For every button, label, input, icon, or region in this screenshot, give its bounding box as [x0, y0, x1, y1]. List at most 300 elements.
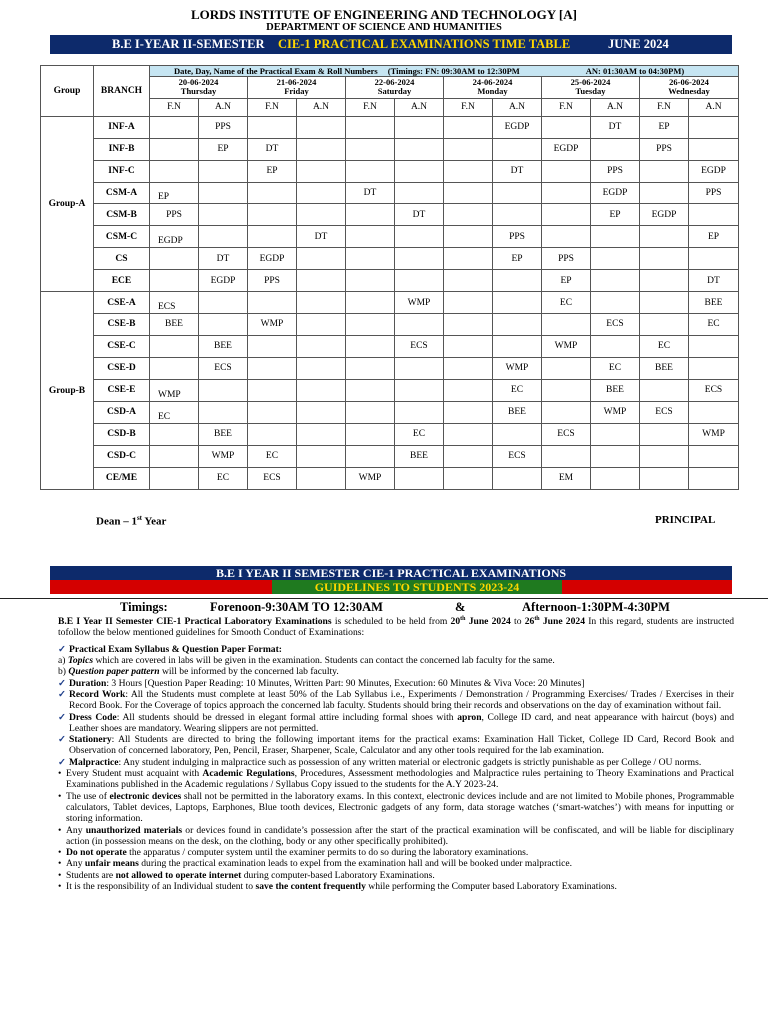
dean-year: Year [142, 515, 167, 528]
check-icon: ✓ [58, 677, 67, 689]
exam-cell: DT [297, 226, 346, 248]
exam-cell: EP [493, 248, 542, 270]
exam-cell [542, 226, 591, 248]
exam-cell [395, 138, 444, 160]
exam-cell: BEE [640, 357, 689, 379]
session-fn-header: F.N [248, 98, 297, 116]
day-header [150, 77, 248, 98]
branch-cell: INF-A [94, 116, 150, 138]
duration-guideline: ✓ Duration: 3 Hours [Question Paper Reading: 10 Minutes, Written Part: 90 Minutes, Execution: 60 Minutes & Viva Voce: 20 Minutes] [58, 677, 585, 689]
exam-cell [542, 401, 591, 423]
exam-cell: PPS [689, 182, 739, 204]
exam-cell [150, 423, 199, 445]
dean-signature [96, 514, 166, 528]
exam-cell: EGDP [640, 204, 689, 226]
exam-cell [395, 314, 444, 336]
exam-cell [150, 116, 199, 138]
table-row [41, 314, 739, 336]
exam-cell [297, 292, 346, 314]
unauthorized-materials-bullet: • Any unauthorized materials or devices found in candidate’s possession after the start of the practical examination will be confiscated, and will be liable for disciplinary action (in possession means on the desk, on the clothing, body or any other specifically prohibited). [58, 824, 735, 847]
exam-cell [199, 204, 248, 226]
divider [0, 598, 768, 599]
exam-cell [199, 379, 248, 401]
bullet-icon: • [58, 869, 62, 881]
session-fn-header: F.N [150, 98, 199, 116]
exam-cell: WMP [395, 292, 444, 314]
branch-cell: CSE-B [94, 314, 150, 336]
exam-cell: BEE [493, 401, 542, 423]
exam-cell: PPS [640, 138, 689, 160]
exam-cell: EP [199, 138, 248, 160]
exam-cell: BEE [150, 314, 199, 336]
exam-cell: WMP [346, 467, 395, 489]
save-content-bullet: • It is the responsibility of an Individual student to save the content frequently while performing the Computer based Laboratory Examinations. [58, 881, 617, 893]
exam-cell [689, 204, 739, 226]
exam-cell: BEE [395, 445, 444, 467]
exam-cell: EGDP [542, 138, 591, 160]
exam-timings-fn: (Timings: FN: 09:30AM to 12:30PM [387, 66, 520, 77]
exam-day: Wednesday [668, 86, 710, 97]
exam-cell: BEE [199, 423, 248, 445]
exam-cell: DT [346, 182, 395, 204]
exam-cell [150, 138, 199, 160]
exam-cell [346, 292, 395, 314]
exam-cell [640, 445, 689, 467]
session-fn-header: F.N [640, 98, 689, 116]
exam-date: 21-06-2024 [276, 77, 317, 88]
timings-ampersand: & [455, 600, 466, 614]
dean-label: Dean – 1 [96, 515, 137, 528]
timings-label: Timings: [120, 600, 168, 614]
table-row [41, 379, 739, 401]
exam-cell [640, 160, 689, 182]
exam-cell [395, 467, 444, 489]
exam-cell [444, 292, 493, 314]
table-row [41, 292, 739, 314]
principal-signature: PRINCIPAL [655, 514, 716, 526]
exam-cell: EC [395, 423, 444, 445]
check-icon: ✓ [58, 688, 67, 700]
exam-cell: PPS [493, 226, 542, 248]
exam-cell: BEE [689, 292, 739, 314]
exam-cell: ECS [542, 423, 591, 445]
exam-cell [444, 182, 493, 204]
session-an-header: A.N [591, 98, 640, 116]
exam-cell [444, 423, 493, 445]
bullet-icon: • [58, 858, 62, 870]
branch-cell: CSM-C [94, 226, 150, 248]
exam-cell [640, 423, 689, 445]
exam-cell [395, 160, 444, 182]
exam-cell [444, 335, 493, 357]
exam-cell: WMP [199, 445, 248, 467]
exam-cell: EP [542, 270, 591, 292]
exam-cell: PPS [591, 160, 640, 182]
bullet-icon: • [58, 768, 62, 780]
table-row [41, 467, 739, 489]
exam-cell [346, 138, 395, 160]
timings-forenoon: Forenoon-9:30AM TO 12:30AM [210, 600, 383, 614]
exam-cell [248, 182, 297, 204]
table-row [41, 116, 739, 138]
exam-cell [395, 270, 444, 292]
check-icon: ✓ [58, 734, 67, 746]
exam-cell [248, 401, 297, 423]
exam-cell [444, 160, 493, 182]
exam-cell [346, 270, 395, 292]
exam-cell: WMP [150, 379, 199, 401]
session-an-header: A.N [493, 98, 542, 116]
exam-cell [493, 335, 542, 357]
internet-bullet: • Students are not allowed to operate internet during computer-based Laboratory Examinations. [58, 869, 435, 881]
table-row [41, 401, 739, 423]
group-label: Group-B [41, 292, 94, 490]
dress-code-guideline: ✓ Dress Code: All students should be dressed in elegant formal attire including formal shoes with apron, College ID card, and neat appearance with haircut (boys) and Leather shoes are mandatory. Wearing slippers are not permitted. [58, 711, 734, 734]
exam-day: Thursday [180, 86, 217, 97]
exam-cell: DT [248, 138, 297, 160]
exam-cell [395, 116, 444, 138]
exam-cell [542, 204, 591, 226]
banner-year-semester: B.E I-YEAR II-SEMESTER [112, 37, 265, 51]
unfair-means-bullet: • Any unfair means during the practical examination leads to expel from the examination hall and will be booked under malpractice. [58, 858, 573, 870]
exam-cell [493, 204, 542, 226]
dean-ordinal: st [136, 514, 143, 522]
exam-cell [297, 467, 346, 489]
exam-cell [640, 314, 689, 336]
exam-cell [150, 445, 199, 467]
exam-cell [640, 270, 689, 292]
exam-cell: ECS [150, 292, 199, 314]
exam-cell [640, 292, 689, 314]
exam-cell: EC [640, 335, 689, 357]
exam-cell [493, 270, 542, 292]
exam-day: Monday [477, 86, 508, 97]
exam-cell [591, 138, 640, 160]
exam-cell [493, 182, 542, 204]
exam-cell [150, 467, 199, 489]
check-icon: ✓ [58, 711, 67, 723]
exam-cell [248, 379, 297, 401]
exam-cell: PPS [248, 270, 297, 292]
exam-cell [591, 292, 640, 314]
exam-cell [297, 379, 346, 401]
exam-date: 24-06-2024 [472, 77, 513, 88]
exam-cell: ECS [640, 401, 689, 423]
exam-timetable [40, 65, 739, 490]
exam-cell [493, 467, 542, 489]
exam-cell: EP [150, 182, 199, 204]
exam-cell [591, 445, 640, 467]
exam-cell [591, 248, 640, 270]
table-row [41, 226, 739, 248]
exam-cell [444, 248, 493, 270]
exam-cell [346, 423, 395, 445]
exam-cell [297, 270, 346, 292]
exam-day: Saturday [377, 86, 412, 97]
exam-info-label: Date, Day, Name of the Practical Exam & Roll Numbers [174, 66, 378, 77]
exam-cell [346, 379, 395, 401]
exam-cell [444, 357, 493, 379]
exam-cell: BEE [591, 379, 640, 401]
exam-day: Friday [284, 86, 309, 97]
exam-cell [248, 357, 297, 379]
table-row [41, 160, 739, 182]
exam-cell [248, 423, 297, 445]
exam-cell [395, 379, 444, 401]
exam-cell [297, 248, 346, 270]
exam-cell: ECS [689, 379, 739, 401]
exam-cell [591, 226, 640, 248]
exam-cell: EGDP [199, 270, 248, 292]
exam-date: 20-06-2024 [178, 77, 219, 88]
exam-cell [591, 270, 640, 292]
table-row [41, 204, 739, 226]
day-header [640, 77, 739, 98]
exam-cell [444, 401, 493, 423]
exam-cell [150, 270, 199, 292]
exam-cell [591, 467, 640, 489]
exam-cell [444, 270, 493, 292]
exam-cell [591, 335, 640, 357]
exam-cell: EGDP [248, 248, 297, 270]
exam-cell: EC [199, 467, 248, 489]
exam-cell [199, 292, 248, 314]
exam-cell [346, 401, 395, 423]
branch-cell: CE/ME [94, 467, 150, 489]
institute-name: LORDS INSTITUTE OF ENGINEERING AND TECHNOLOGY [A] [191, 7, 577, 22]
branch-cell: CSM-B [94, 204, 150, 226]
exam-cell [640, 226, 689, 248]
group-header: Group [41, 66, 94, 117]
table-row [41, 357, 739, 379]
exam-cell [689, 401, 739, 423]
exam-cell: ECS [493, 445, 542, 467]
exam-cell: EC [689, 314, 739, 336]
day-header [444, 77, 542, 98]
timings-afternoon: Afternoon-1:30PM-4:30PM [522, 600, 670, 614]
exam-cell [689, 116, 739, 138]
malpractice-guideline: ✓ Malpractice: Any student indulging in malpractice such as possession of any written material or electronic gadgets is strictly punishable as per College / OU norms. [58, 756, 702, 768]
exam-cell [297, 445, 346, 467]
exam-info-header [150, 66, 739, 77]
exam-cell [346, 204, 395, 226]
exam-cell [689, 467, 739, 489]
exam-date: 26-06-2024 [669, 77, 709, 88]
electronic-devices-bullet: • The use of electronic devices shall not be permitted in the laboratory exams. In this context, electronic devices include and are not limited to Mobile phones, Programmable calculators, Tablet devices, Laptops, Earphones, Blue tooth devices, Electronic gadgets of any form, data storage watches (‘smart-watches’) with means for inputting or storing information. [58, 790, 734, 825]
exam-cell: ECS [395, 335, 444, 357]
exam-cell: BEE [199, 335, 248, 357]
exam-cell: EGDP [591, 182, 640, 204]
exam-cell [640, 467, 689, 489]
exam-cell: WMP [542, 335, 591, 357]
exam-cell [444, 226, 493, 248]
exam-cell [346, 160, 395, 182]
branch-cell: CSD-A [94, 401, 150, 423]
exam-cell [297, 314, 346, 336]
session-fn-header: F.N [444, 98, 493, 116]
exam-cell [542, 160, 591, 182]
exam-timings-an: AN: 01:30AM to 04:30PM) [585, 66, 685, 77]
exam-cell: EC [248, 445, 297, 467]
exam-cell [297, 401, 346, 423]
exam-cell [689, 357, 739, 379]
exam-cell: DT [689, 270, 739, 292]
table-row [41, 248, 739, 270]
branch-cell: CSD-B [94, 423, 150, 445]
department-name: DEPARTMENT OF SCIENCE AND HUMANITIES [266, 22, 502, 33]
branch-header: BRANCH [94, 66, 150, 117]
exam-cell [395, 248, 444, 270]
check-icon: ✓ [58, 643, 67, 655]
exam-cell [297, 138, 346, 160]
branch-cell: CSM-A [94, 182, 150, 204]
branch-cell: CSE-A [94, 292, 150, 314]
session-fn-header: F.N [542, 98, 591, 116]
intro-paragraph: B.E I Year II Semester CIE-1 Practical Laboratory Examinations is scheduled to be held from 20th June 2024 to 26th June 2024 In this regard, students are instructed tofollow the below mentioned guidelines for Smooth Conduct of Examinations: [58, 616, 735, 639]
branch-cell: INF-C [94, 160, 150, 182]
exam-cell: PPS [199, 116, 248, 138]
exam-cell: DT [395, 204, 444, 226]
exam-cell: EGDP [493, 116, 542, 138]
exam-cell [444, 138, 493, 160]
exam-cell [297, 204, 346, 226]
exam-cell [297, 335, 346, 357]
exam-cell [346, 314, 395, 336]
exam-cell [248, 226, 297, 248]
exam-cell: EP [689, 226, 739, 248]
branch-cell: INF-B [94, 138, 150, 160]
exam-cell [199, 401, 248, 423]
bullet-icon: • [58, 790, 62, 802]
exam-cell [444, 314, 493, 336]
exam-cell [346, 357, 395, 379]
syllabus-guideline: ✓ Practical Exam Syllabus & Question Paper Format: [58, 643, 282, 655]
session-an-header: A.N [395, 98, 444, 116]
banner-title: CIE-1 PRACTICAL EXAMINATIONS TIME TABLE [278, 37, 571, 51]
exam-cell [542, 116, 591, 138]
exam-cell [150, 248, 199, 270]
exam-cell: WMP [591, 401, 640, 423]
exam-cell [689, 248, 739, 270]
table-row [41, 138, 739, 160]
exam-cell: EGDP [150, 226, 199, 248]
check-icon: ✓ [58, 756, 67, 768]
bullet-icon: • [58, 881, 62, 893]
exam-cell [297, 160, 346, 182]
syllabus-item-b: b) Question paper pattern will be informed by the concerned lab faculty. [58, 666, 339, 678]
exam-cell [640, 248, 689, 270]
exam-cell: DT [493, 160, 542, 182]
branch-cell: CSE-D [94, 357, 150, 379]
exam-cell [542, 379, 591, 401]
branch-cell: CSD-C [94, 445, 150, 467]
guidelines-body [58, 614, 734, 892]
exam-cell: EM [542, 467, 591, 489]
exam-cell [444, 467, 493, 489]
exam-cell [542, 445, 591, 467]
exam-cell [591, 423, 640, 445]
guidelines-banner: B.E I YEAR II SEMESTER CIE-1 PRACTICAL EXAMINATIONS [50, 566, 732, 580]
exam-cell [395, 357, 444, 379]
exam-cell [199, 182, 248, 204]
exam-cell [689, 445, 739, 467]
bullet-icon: • [58, 847, 62, 859]
exam-cell [150, 357, 199, 379]
bullet-icon: • [58, 824, 62, 836]
exam-cell [346, 248, 395, 270]
guidelines-subtitle: GUIDELINES TO STUDENTS 2023-24 [272, 580, 562, 594]
exam-cell [493, 314, 542, 336]
table-row [41, 445, 739, 467]
session-an-header: A.N [297, 98, 346, 116]
table-row [41, 423, 739, 445]
exam-cell: WMP [689, 423, 739, 445]
exam-cell: EC [542, 292, 591, 314]
do-not-operate-bullet: • Do not operate the apparatus / computer system until the examiner permits to do so during the laboratory examinations. [58, 847, 529, 859]
exam-cell [444, 445, 493, 467]
exam-cell [150, 335, 199, 357]
syllabus-item-a: a) Topics which are covered in labs will be given in the examination. Students can contact the concerned lab faculty for the same. [58, 655, 555, 667]
exam-cell [248, 292, 297, 314]
exam-date: 22-06-2024 [374, 77, 415, 88]
exam-cell [493, 423, 542, 445]
exam-day: Tuesday [575, 86, 606, 97]
banner-month: JUNE 2024 [608, 37, 669, 51]
exam-cell: DT [199, 248, 248, 270]
table-row [41, 182, 739, 204]
exam-cell: PPS [542, 248, 591, 270]
exam-cell [199, 226, 248, 248]
exam-cell [150, 160, 199, 182]
exam-cell [493, 292, 542, 314]
guidelines-subbanner [50, 580, 732, 594]
exam-cell: EP [640, 116, 689, 138]
exam-cell: ECS [591, 314, 640, 336]
session-fn-header: F.N [346, 98, 395, 116]
exam-cell [542, 314, 591, 336]
exam-cell [297, 423, 346, 445]
exam-cell: ECS [199, 357, 248, 379]
day-header [248, 77, 346, 98]
exam-cell: PPS [150, 204, 199, 226]
exam-cell [248, 204, 297, 226]
session-an-header: A.N [689, 98, 739, 116]
exam-cell: WMP [493, 357, 542, 379]
exam-cell [395, 182, 444, 204]
exam-cell [297, 357, 346, 379]
exam-cell [444, 204, 493, 226]
exam-cell [444, 116, 493, 138]
exam-cell [346, 335, 395, 357]
exam-cell [199, 160, 248, 182]
exam-cell [297, 182, 346, 204]
exam-cell [640, 379, 689, 401]
exam-cell [297, 116, 346, 138]
exam-cell [542, 182, 591, 204]
exam-cell: WMP [248, 314, 297, 336]
header-row-info [41, 66, 739, 77]
exam-cell [346, 116, 395, 138]
exam-cell: EP [248, 160, 297, 182]
record-guideline: ✓ Record Work: All the Students must complete at least 50% of the Lab Syllabus i.e., Experiments / Demonstration / Programming Exercises/ Trades / Exercises in their Record Book. For the Coverage of topics approach the concerned lab faculty. Students should bring their records and observations on the day of examination without fail. [58, 688, 735, 712]
exam-cell [542, 357, 591, 379]
branch-cell: CSE-E [94, 379, 150, 401]
exam-cell [640, 182, 689, 204]
exam-cell [395, 226, 444, 248]
exam-cell: EGDP [689, 160, 739, 182]
exam-date: 25-06-2024 [570, 77, 611, 88]
exam-cell: DT [591, 116, 640, 138]
